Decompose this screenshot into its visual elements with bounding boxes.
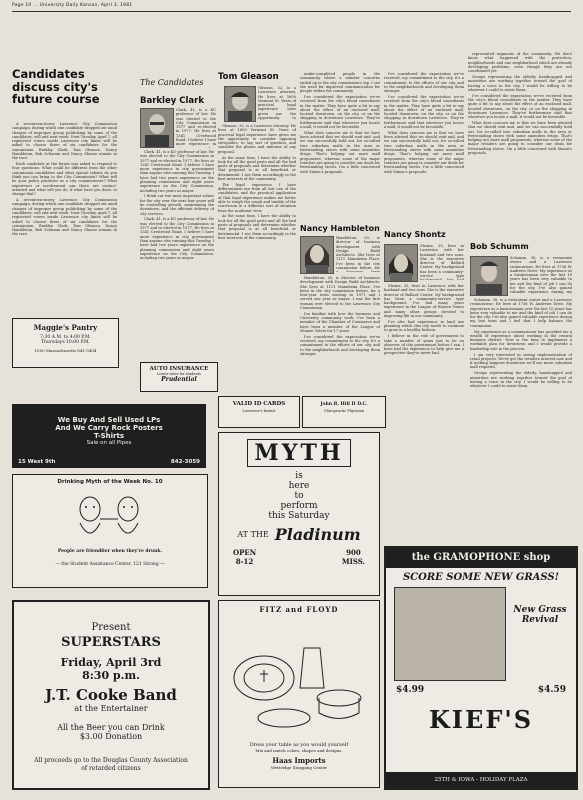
gramophone-price-2: $4.59 bbox=[537, 685, 566, 695]
myth-at: AT THE bbox=[237, 530, 269, 539]
candidate-name-hambleton: Nancy Hambleton bbox=[300, 224, 380, 233]
col5-text: I've considered the expectation we've received; my commitment to the city, it's a commitment to the efforts of our city and to the neighborhoods and developing them stronger. bbox=[384, 72, 464, 94]
record-ad-line3: T-Shirts bbox=[93, 432, 125, 440]
myth-is: is bbox=[295, 471, 303, 481]
myth-miss: MISS. bbox=[341, 557, 365, 566]
gramophone-name: the GRAMOPHONE shop bbox=[411, 552, 551, 563]
gleason-bio bbox=[258, 86, 296, 120]
maggies-address: 1000 Massachusetts 841-5404 bbox=[34, 348, 97, 353]
col5-text-3: What does concern me is that we have been advised that we should wait and, and we can successfully hold out, for so-called true suburban malls in the area or freestanding stores with some amenities drugs. That's helping out more mall proponents, whereas some of the major retailers are going to consider our deals for freestanding stores. I'm a little concerned with Simon's proposals. bbox=[384, 130, 464, 174]
hambleton-bio bbox=[336, 236, 380, 272]
myth-to: to bbox=[294, 491, 304, 501]
superstars-present: Present bbox=[91, 622, 131, 633]
col5-text-2: I've considered the expectation we've received from the city's blend consultants in the matter. They have quite a bit to say about the effect of an enclosed mall, located downtown, on the city, or on the shopping in downtown Lawrence. They've furthermore said that wherever you locate a mall, it would not be favorable. bbox=[384, 94, 464, 130]
clark-bio-text: Clark, 41, is a KU professor of law. He was elected to the City Commission in 1977 and re-elected in 1977. He lives at 1341 Crestwood Road. I believe I have more experience in bbox=[176, 108, 216, 147]
right-text-2: Groups representing the elderly, handicapped and minorities are working together toward the goal of having a voice in the city. I would be willing to be whatever I could to assist them. bbox=[468, 74, 572, 92]
intro-text-3: A seventeen-storey Lawrence City Commission campaign, during which one candidate dropped out amid charges of improper group politicking by some of the candidates, will end next week. Next Tuesday, April 7, all registered voters inside Lawrence city limits will be asked to choose three of six candidates for the commission. Barkley Clark, Tom Gleason, Nancy Hambleton, Bob Schumm and Nancy Shontz remain in the race. bbox=[12, 198, 117, 237]
folio: Page 10 ... University Daily Kansan, April 3, 1981 bbox=[12, 3, 133, 8]
superstars-beer: All the Beer you can Drink bbox=[57, 723, 165, 732]
shontz-bio-text: Shontz, 33, lives in Lawrence with her husband and two sons. She is the executive director of Ballard Center. My background has been a community-service type bbox=[420, 244, 464, 279]
right-text-4: What does concern me is that we have been advised that we should wait and, and we can successfully hold out, for so-called true suburban malls in the area or freestanding stores with some amenities drugs. That's helping out more mall proponents, whereas some of the major retailers are going to consider our deals for freestanding stores. I'm a little concerned with Simon's proposals. bbox=[468, 120, 572, 156]
record-ad-line2: And We Carry Rock Posters bbox=[55, 424, 163, 432]
candidate-name-clark: Barkley Clark bbox=[140, 96, 204, 106]
maggies-pantry-ad bbox=[12, 318, 119, 368]
candidate-name-gleason: Tom Gleason bbox=[218, 72, 279, 82]
drinking-myth-caption: People are friendlier when they're drunk. bbox=[57, 549, 163, 554]
gramophone-album: New Grass Revival bbox=[513, 605, 567, 625]
candidate-name-schumm: Bob Schumm bbox=[470, 242, 529, 251]
myth-title: MYTH bbox=[247, 439, 350, 467]
gleason-column-1 bbox=[218, 124, 296, 392]
hill-sub: Chiropractic Physician bbox=[323, 409, 365, 413]
shontz-text-2: I've also had experience in land use planning which this city needs to continue to grow in a healthy fashion. bbox=[384, 319, 464, 333]
myth-price: 900 bbox=[346, 548, 361, 557]
photo-hambleton bbox=[300, 236, 334, 274]
record-ad-phone: 842-3059 bbox=[170, 459, 200, 465]
col5-top bbox=[384, 72, 464, 230]
schumm-bio-text: Schumm, 38, is a restaurant owner and a Lawrence restaurateur. He lives at 1736 W. Andrews Drive. My experience as a businessman over the last 10 years has been very valuable to me and the kind of job I can do for the city. I've also gained valuable experience during my bbox=[510, 256, 572, 294]
right-text: represented segments of the community. We don't know what happened with the protection, neighborhoods and one neighborhood which are already developing problems, even though they are not coordinated yet. bbox=[468, 52, 572, 74]
photo-schumm bbox=[470, 256, 508, 296]
schumm-text-2: My experience as a commissioner has provided me a wealth of experience about working in the central business district. Now is the time to implement a workable plan for downtown and I would provide a leadership role in the process. bbox=[470, 329, 572, 351]
main-headline: Candidates discuss city's future course bbox=[12, 67, 100, 106]
hambleton-column bbox=[300, 276, 380, 392]
valid-id-sub: Lawrence's fastest bbox=[242, 409, 276, 413]
auto-ad-title: AUTO INSURANCE bbox=[149, 366, 209, 372]
shontz-text: Shontz, 33, lives in Lawrence with her husband and two sons. She is the executive director of Ballard Center. My background has been a community-service type background. I've had many years experience in the League of Women Voters and many other groups devoted to improving life in our community. bbox=[384, 284, 464, 319]
auto-ad-brand: Prudential bbox=[161, 376, 197, 383]
gleason-text-2: At the same time, I have the ability to look for all the good parts and all the bad parts of proposals and determine whether that proposal is at all beneficial or detrimental. I see them accordingly in the best interests of the community. bbox=[218, 155, 296, 182]
gramophone-tagline: SCORE SOME NEW GRASS! bbox=[402, 572, 560, 583]
schumm-bio bbox=[510, 256, 572, 294]
fitz-title: FITZ and FLOYD bbox=[259, 605, 339, 614]
right-column-top bbox=[468, 52, 572, 238]
dishware-illustration bbox=[224, 618, 374, 738]
record-ad-line4: Sale on all Pipes bbox=[86, 440, 132, 446]
superstars-band: J.T. Cooke Band bbox=[45, 686, 177, 704]
intro-text-2: Each candidate at the forum was asked to respond to four questions: What could be different from the other commission candidates and what special talents do you think you can bring to the City Commission? What will be your policy priorities as a city commissioner? What experience or involvement can there are contact-oriented and what will you do, if what have you done, to change that? bbox=[12, 162, 117, 197]
center-text-2: I've considered the expectation we've received from the city's blend consultants in the matter. They have quite a bit to say about the effect of an enclosed mall, located downtown, on the city, or on the shopping in downtown Lawrence. They've furthermore said that wherever you locate a mall, it would not be favorable. bbox=[300, 94, 380, 130]
myth-venue: Pladinum bbox=[274, 525, 361, 544]
myth-ad bbox=[218, 432, 380, 596]
kicker: The Candidates bbox=[140, 78, 204, 87]
gramophone-banner bbox=[386, 548, 576, 568]
drinking-illustration bbox=[50, 489, 170, 545]
schumm-text-4: Groups representing the elderly, handicapped and minorities are working together toward the goal of having a voice in the city. I would be willing to be whatever I could to assist them. bbox=[470, 371, 572, 389]
auto-insurance-ad bbox=[140, 362, 218, 392]
drinking-myth-credit: — the Student Assistance Center, 121 Strong — bbox=[55, 562, 165, 567]
gramophone-price-1: $4.99 bbox=[396, 685, 425, 695]
superstars-venue: at the Entertainer bbox=[74, 704, 148, 713]
myth-perform: perform bbox=[280, 501, 318, 511]
myth-when: this Saturday bbox=[268, 511, 330, 521]
gramophone-ad bbox=[384, 546, 578, 790]
clark-text-3: Clark, 41, is a KU professor of law. He was elected to the City Commission in 1977 and re-elected in 1977. He lives at 1341 Crestwood Road. I believe I have more experience in city government than anyone else running this Tuesday. I have had two years experience on the planning commission and eight years experience on the City Commission, including two years as mayor. bbox=[140, 217, 214, 261]
maggies-hours-2: Thursdays 10:00 P.M. bbox=[40, 340, 91, 345]
superstars-title: SUPERSTARS bbox=[61, 635, 161, 650]
maggies-hours: 7:30 A.M. to 4:00 P.M. bbox=[40, 335, 91, 340]
photo-gleason bbox=[224, 86, 256, 122]
drinking-myth-title: Drinking Myth of the Week No. 10 bbox=[57, 479, 163, 485]
center-column bbox=[300, 72, 380, 220]
candidate-name-shontz: Nancy Shontz bbox=[384, 230, 446, 239]
fitz-floyd-ad bbox=[218, 600, 380, 788]
superstars-date: Friday, April 3rd bbox=[60, 656, 162, 669]
hambleton-text: Hambleton, 50, is director of business development with Design Build Architects. She lives at 1111 Mannheim Place. I've been in the city commission before, for a four-year term starting in 1971 and I served one year as mayor. I was the first woman ever elected to the Lawrence City Commission. bbox=[300, 276, 380, 311]
shontz-text-3: I believe in the role of government to take a number of years just to be an observer of city government before I ran. I have had the experience to help give me a perspective they've never had. bbox=[384, 334, 464, 356]
schumm-text: Schumm, 38, is a restaurant owner and a Lawrence restaurateur. He lives at 1736 W. Andrews Drive. My experience as a businessman over the last 10 years has been very valuable to me and the kind of job I can do for the city. I've also gained valuable experience during my last term and I feel that I help balance the commission. bbox=[470, 298, 572, 328]
schumm-column bbox=[470, 298, 572, 538]
myth-here: here bbox=[288, 481, 310, 491]
fitz-store-sub: Westridge Shopping Center bbox=[270, 765, 328, 770]
fitz-store: Haas Imports bbox=[272, 756, 326, 765]
shontz-column bbox=[384, 284, 464, 392]
fitz-footer: Dress your table as you would yourself bbox=[249, 742, 349, 748]
myth-open: OPEN bbox=[233, 548, 257, 557]
gleason-bio-text: Gleason, 32, is a Lawrence attorney. He lives at 1600 Vermont St. Years of practical legal experience have given me the opportunity to bbox=[258, 86, 296, 120]
photo-shontz bbox=[384, 244, 418, 282]
maggies-title: Maggie's Pantry bbox=[33, 323, 98, 332]
center-text-3: What does concern me is that we have been advised that we should wait and, and we can successfully hold out, for so-called true suburban malls in the area or freestanding stores with some amenities drugs. That's helping out more mall proponents, whereas some of the major retailers are going to consider our deals for freestanding stores. I'm a little concerned with Simon's proposals. bbox=[300, 130, 380, 174]
clark-text-2: I think our two most important values for the city over the next four years will be controlling growth, maintaining the downtown, and the efficient delivery of city services. bbox=[140, 194, 214, 216]
kiefs-address-bar bbox=[386, 772, 576, 788]
intro-column bbox=[12, 122, 117, 312]
intro-text: A seventeen-storey Lawrence City Commission campaign, during which one candidate dropped out amid charges of improper group politicking by some of the candidates, will end next week. Next Tuesday, April 7, all registered voters inside Lawrence city limits will be asked to choose three of six candidates for the commission. Barkley Clark, Tom Gleason, Nancy Hambleton, Bob Schumm and Nancy Shontz remain in the race. bbox=[12, 122, 117, 161]
record-shop-ad bbox=[12, 404, 206, 468]
valid-id-ad bbox=[218, 396, 300, 428]
hill-title: John R. Hill II D.C. bbox=[320, 402, 368, 407]
superstars-time: 8:30 p.m. bbox=[82, 669, 140, 682]
kiefs-logo: KIEF'S bbox=[428, 705, 534, 734]
drinking-myth-ad bbox=[12, 474, 208, 588]
schumm-text-3: I am very interested in seeing implementation of retail projects. We've got the retailers interest now and if nothing happens downtown we'll see more suburban mall requests. bbox=[470, 352, 572, 370]
top-rule bbox=[12, 11, 571, 12]
kiefs-address: 25TH & IOWA - HOLIDAY PLAZA bbox=[434, 777, 528, 783]
album-covers bbox=[394, 587, 506, 681]
hambleton-text-2: I'm familiar with how the business and University community work. I've been a member of the Chamber of Commerce and have been a member of the League of Women Voters for 17 years. bbox=[300, 311, 380, 334]
clark-column bbox=[140, 150, 214, 355]
superstars-ad bbox=[12, 600, 210, 790]
valid-id-title: VALID ID CARDS bbox=[232, 401, 286, 407]
shontz-bio bbox=[420, 244, 464, 280]
superstars-footer: All proceeds go to the Douglas County Association of retarded citizens bbox=[34, 757, 188, 772]
clark-text: Clark, 41, is a KU professor of law. He was elected to the City Commission in 1977 and re-elected in 1977. He lives at 1341 Crestwood Road. I believe I have more experience in city government than anyone else running this Tuesday. I have had two years experience on the planning commission and eight years experience on the City Commission, including two years as mayor. bbox=[140, 150, 214, 193]
hambleton-text-3: I've considered the expectation we've received; my commitment to the city, it's a commitment to the efforts of our city and to the neighborhoods and developing them stronger. bbox=[300, 334, 380, 357]
hambleton-bio-text: Hambleton, 50, is director of business development with Design Build Architects. She lives at 1111 Mannheim Place. I've been in the city commission before, for bbox=[336, 236, 380, 271]
auto-ad-sub: Lower rates for students bbox=[157, 372, 201, 376]
fitz-footer-2: Mix and match colors, shapes and designs. bbox=[255, 748, 343, 753]
gleason-text: Gleason, 32, is a Lawrence attorney. He lives at 1600 Vermont St. Years of practical legal experience have given me the opportunity to consider opposing viewpoints, to say sort of question, and consider the pluses and minuses of any proposal. bbox=[218, 124, 296, 154]
record-ad-line1: We Buy And Sell Used LPs bbox=[57, 416, 161, 424]
gleason-text-3: The legal experience I have differentiates me from all but one of the candidates, and the practical application of that legal experience makes me better able to weigh the rough and tumble of the courtroom in a different sort of situation from the academic view. bbox=[218, 182, 296, 213]
gleason-text-4: At the same time, I have the ability to look for all the good parts and all the bad parts of proposals and determine whether that proposal is at all beneficial or detrimental. I see them accordingly in the best interests of the community. bbox=[218, 214, 296, 240]
myth-hours: 8-12 bbox=[235, 557, 254, 566]
photo-clark bbox=[140, 108, 174, 148]
superstars-price: $3.00 Donation bbox=[79, 732, 143, 741]
clark-bio bbox=[176, 108, 216, 148]
right-text-3: I've considered the expectation we've received from the city's blend consultants in the matter. They have quite a bit to say about the effect of an enclosed mall, located downtown, on the city, or on the shopping in downtown Lawrence. They've furthermore said that wherever you locate a mall, it would not be favorable. bbox=[468, 93, 572, 120]
center-text: under-completed people in the community where a number concerns ended up in the city commission's lap. I see the need for improved communication for people within the community. bbox=[300, 72, 380, 94]
hill-ad bbox=[302, 396, 386, 428]
record-ad-address: 15 West 9th bbox=[18, 459, 56, 465]
